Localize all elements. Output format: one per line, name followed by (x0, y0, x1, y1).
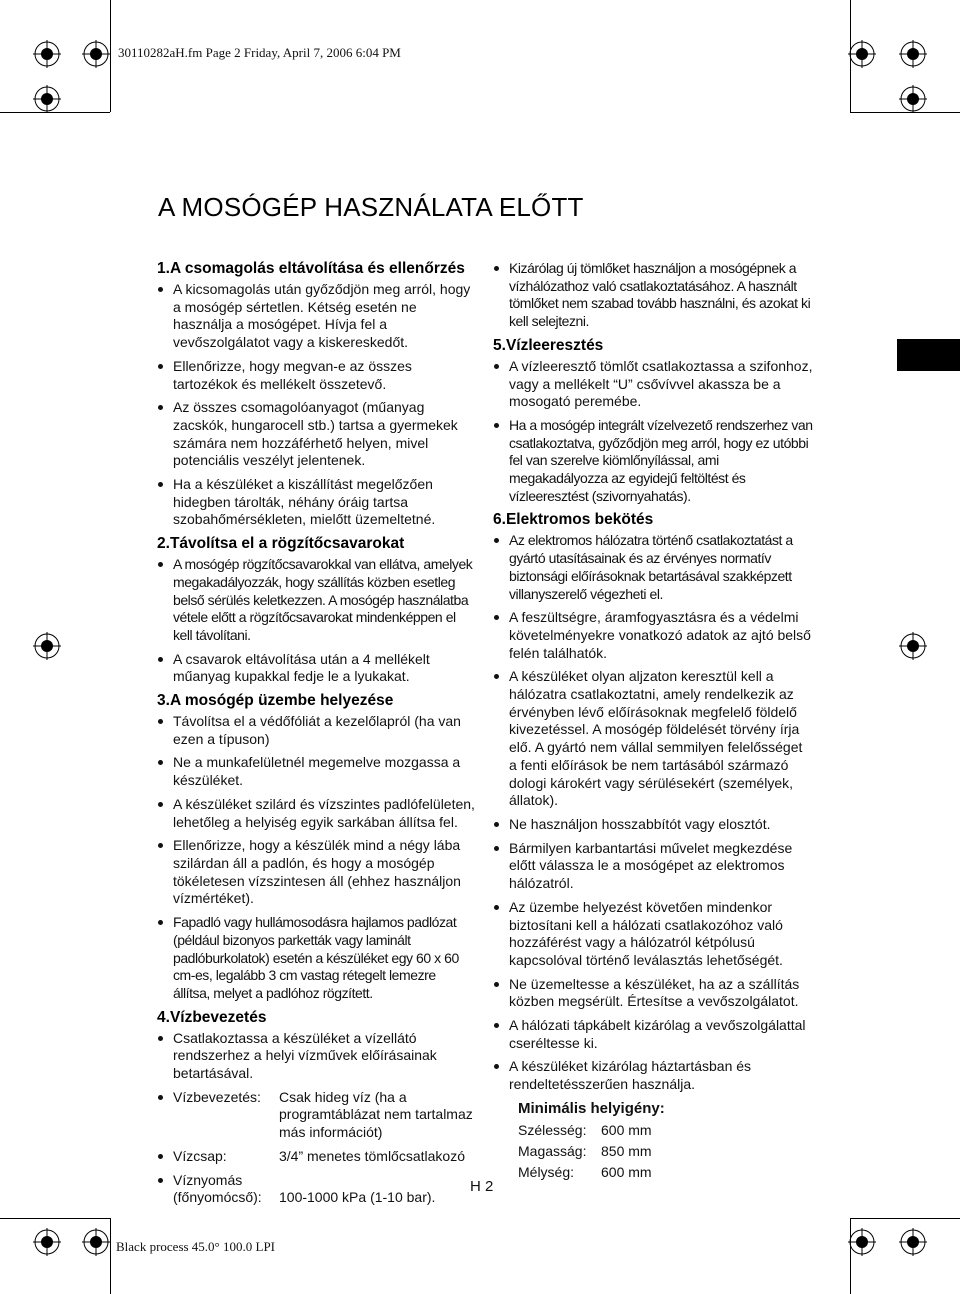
list-item: Fapadló vagy hullámosodásra hajlamos padlózat (például bizonyos parketták vagy laminált padlóburkolatok) esetén a készüléket egy 60 x 60 cm-es, legalább 3 cm vastag rétegelt lemezre állítsa, melyet a padlóhoz rögzített. (157, 914, 475, 1003)
spec-label: Víznyomás (főnyomócső): (173, 1171, 262, 1206)
registration-mark-icon (33, 85, 61, 113)
section-number: 2. (157, 535, 170, 553)
minimum-space-title: Minimális helyigény: (518, 1099, 665, 1117)
list-item: Bármilyen karbantartási művelet megkezdése előtt válassza le a mosógépet az elektromos hálózatról. (493, 840, 813, 893)
dimension-value: 600 mm (601, 1163, 652, 1180)
section-number: 6. (493, 511, 506, 529)
bullet-list (493, 532, 813, 1093)
spec-label: Vízbevezetés: (173, 1088, 261, 1105)
dimension-label: Magasság: (518, 1142, 587, 1159)
list-item: A hálózati tápkábelt kizárólag a vevőszolgálattal cseréltesse ki. (493, 1017, 813, 1052)
bullet-list (157, 556, 475, 686)
list-item: A készüléket olyan aljzaton keresztül kell a hálózatra csatlakoztatni, amely rendelkezik az érvényben lévő előírásoknak megfelelő földelő kivezetéssel. A mosógép földelését törvény írja elő. A gyártó nem vállal semmilyen felelősséget a fenti előírások be nem tartásából származó dologi károkért vagy sérülésekért (személyek, állatok). (493, 668, 813, 810)
spec-row (173, 1148, 475, 1166)
registration-mark-icon (899, 632, 927, 660)
list-item: A vízleeresztő tömlőt csatlakoztassa a szifonhoz, vagy a mellékelt “U” csővívvel akassza be a mosogató peremébe. (493, 358, 813, 411)
crop-line (850, 1218, 851, 1294)
registration-mark-icon (899, 40, 927, 68)
section-title: Távolítsa el a rögzítőcsavarokat (169, 535, 405, 553)
list-item: Az üzembe helyezést követően mindenkor biztosítani kell a hálózati csatlakozóhoz való hozzáférést vagy a hálózatról kétpólusú kapcsolóval történő leválasztás lehetőségét. (493, 899, 813, 970)
list-item: Ne használjon hosszabbítót vagy elosztót. (493, 816, 813, 834)
registration-mark-icon (82, 40, 110, 68)
section-tab-marker (897, 339, 960, 371)
crop-line (110, 1218, 111, 1294)
registration-mark-icon (848, 1228, 876, 1256)
list-item: Távolítsa el a védőfóliát a kezelőlapról (ha van ezen a típuson) (157, 713, 475, 748)
list-item: Ellenőrizze, hogy a készülék mind a négy lába szilárdan áll a padlón, és hogy a mosógép tökéletesen vízszintesen áll (ehhez használjon vízmértéket). (157, 837, 475, 908)
registration-mark-icon (899, 1228, 927, 1256)
minimum-space-block (518, 1100, 813, 1183)
list-item: Ha a mosógép integrált vízelvezető rendszerhez van csatlakoztatva, győződjön meg arról, hogy ez utóbbi fel van szerelve kiömlőnyílással, ami megakadályozza az egyidejű feltöltést és vízleeresztést (szivornyahatás). (493, 417, 813, 506)
section-number: 1. (157, 260, 170, 277)
section-title: Vízbevezetés (169, 1008, 267, 1026)
section-title: Vízleeresztés (505, 336, 604, 354)
crop-line (850, 112, 960, 113)
crop-line (0, 112, 110, 113)
bullet-list (157, 281, 475, 529)
right-column (493, 260, 813, 1183)
dimension-label: Mélység: (518, 1163, 575, 1180)
section-heading-5 (493, 337, 813, 355)
registration-mark-icon (899, 85, 927, 113)
bullet-list (157, 713, 475, 1003)
list-item: A készüléket kizárólag háztartásban és rendeltetésszerűen használja. (493, 1058, 813, 1093)
page-title: A MOSÓGÉP HASZNÁLATA ELŐTT (158, 192, 584, 222)
list-item: Ellenőrizze, hogy megvan-e az összes tartozékok és mellékelt összetevő. (157, 358, 475, 393)
list-item: Ha a készüléket a kiszállítást megelőzően hidegben tárolták, néhány óráig tartsa szobahőmérsékleten, mielőtt üzemeltetné. (157, 476, 475, 529)
bullet-list (493, 358, 813, 506)
bullet-list (493, 260, 813, 331)
list-item: Csatlakoztassa a készüléket a vízellátó rendszerhez a helyi vízművek előírásainak betartásával. (157, 1030, 475, 1083)
spec-value: 3/4” menetes tömlőcsatlakozó (279, 1147, 465, 1164)
section-title: Elektromos bekötés (505, 511, 654, 529)
list-item: A csavarok eltávolítása után a 4 mellékelt műanyag kupakkal fedje le a lyukakat. (157, 651, 475, 686)
spec-value: 100-1000 kPa (1-10 bar). (279, 1189, 436, 1206)
dimension-row (518, 1141, 813, 1162)
bullet-list (157, 1030, 475, 1207)
dimension-row (518, 1120, 813, 1141)
dimension-value: 600 mm (601, 1121, 652, 1138)
section-number: 4. (157, 1008, 170, 1026)
list-item: A kicsomagolás után győződjön meg arról, hogy a mosógép sértetlen. Kétség esetén ne használja a mosógépet. Hívja fel a vevőszolgálatot vagy a kiskereskedőt. (157, 281, 475, 352)
list-item: A készüléket szilárd és vízszintes padlófelületen, lehetőleg a helyiség egyik sarkában állítsa fel. (157, 796, 475, 831)
section-heading-2 (157, 535, 475, 553)
section-title: A csomagolás eltávolítása és ellenőrzés (169, 260, 465, 277)
registration-mark-icon (848, 40, 876, 68)
dimension-label: Szélesség: (518, 1121, 587, 1138)
spec-row (173, 1089, 475, 1142)
section-heading-4 (157, 1009, 475, 1027)
list-item: Az összes csomagolóanyagot (műanyag zacskók, hungarocell stb.) tartsa a gyermekek számára nem hozzáférhető helyen, mivel potenciális veszélyt jelentenek. (157, 399, 475, 470)
section-heading-1 (157, 260, 475, 278)
registration-mark-icon (82, 1228, 110, 1256)
dimension-value: 850 mm (601, 1142, 652, 1159)
section-heading-3 (157, 692, 475, 710)
list-item: A feszültségre, áramfogyasztásra és a védelmi követelményekre vonatkozó adatok az ajtó belső felén találhatók. (493, 609, 813, 662)
list-item (157, 1172, 475, 1207)
list-item: Az elektromos hálózatra történő csatlakoztatást a gyártó utasításainak és az érvényes normatív biztonsági előírásoknak betartásával szakképzett villanyszerelő végezheti el. (493, 532, 813, 603)
print-process-info: Black process 45.0° 100.0 LPI (116, 1239, 276, 1254)
list-item: Ne üzemeltesse a készüléket, ha az a szállítás közben megsérült. Értesítse a vevőszolgálatot. (493, 976, 813, 1011)
crop-line (110, 0, 111, 112)
page-number: H 2 (470, 1178, 494, 1195)
list-item (157, 1148, 475, 1166)
section-number: 3. (157, 692, 170, 710)
section-title: A mosógép üzembe helyezése (169, 692, 394, 710)
spec-value: Csak hideg víz (ha a programtáblázat nem tartalmaz más információt) (279, 1088, 473, 1141)
crop-line (0, 1218, 110, 1219)
list-item: Kizárólag új tömlőket használjon a mosógépnek a vízhálózathoz való csatlakoztatásához. A használt tömlőket nem szabad tovább használni, és azokat ki kell selejtezni. (493, 260, 813, 331)
registration-mark-icon (33, 632, 61, 660)
spec-label: Vízcsap: (173, 1147, 227, 1164)
list-item: Ne a munkafelületnél megemelve mozgassa a készüléket. (157, 754, 475, 789)
section-number: 5. (493, 336, 506, 354)
registration-mark-icon (33, 1228, 61, 1256)
list-item: A mosógép rögzítőcsavarokkal van ellátva, amelyek megakadályozzák, hogy szállítás közben esetleg belső sérülés keletkezzen. A mosógép használatba vétele előtt a rögzítőcsavarokat mindenképpen el kell távolítani. (157, 556, 475, 645)
section-heading-6 (493, 511, 813, 529)
list-item (157, 1089, 475, 1142)
spec-row (173, 1172, 475, 1207)
crop-line (850, 1218, 960, 1219)
dimension-row (518, 1162, 813, 1183)
crop-line (850, 0, 851, 112)
left-column (157, 260, 475, 1213)
registration-mark-icon (33, 40, 61, 68)
print-slug: 30110282aH.fm Page 2 Friday, April 7, 2006 6:04 PM (118, 45, 401, 60)
